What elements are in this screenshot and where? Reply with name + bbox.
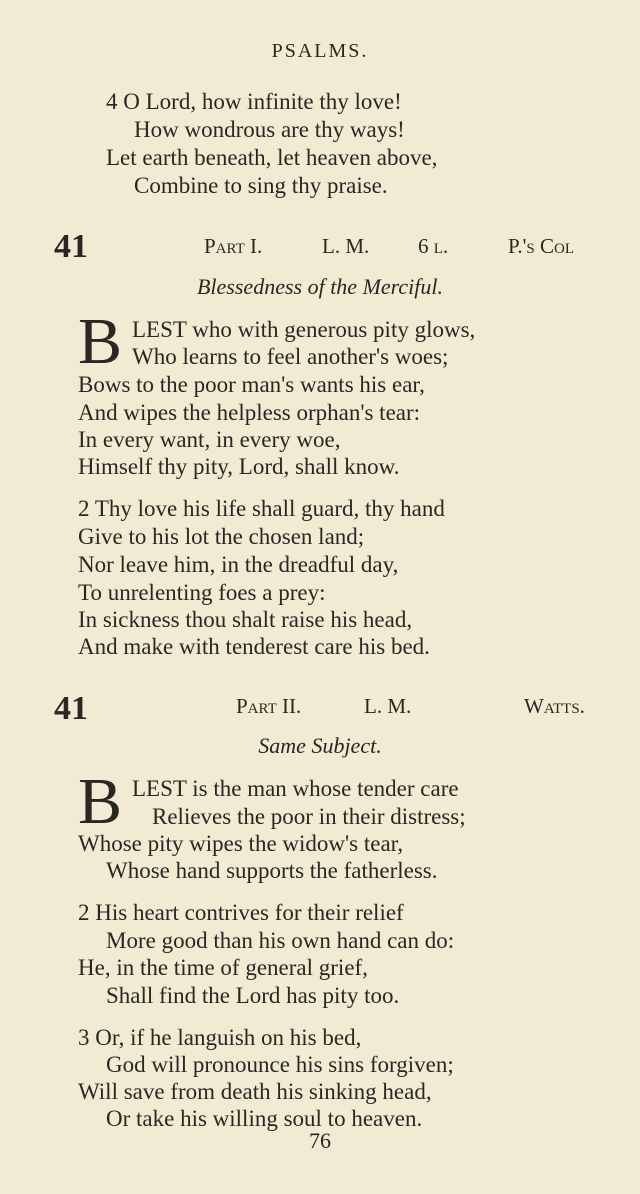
verse-line: In sickness thou shalt raise his head, [78, 607, 413, 632]
verse-line: More good than his own hand can do: [106, 928, 455, 953]
prev-stanza-line: 4 O Lord, how infinite thy love! [106, 89, 402, 114]
drop-cap: B [78, 765, 123, 838]
prev-stanza-line: Combine to sing thy praise. [134, 173, 388, 198]
hymn-title: Blessedness of the Merciful. [196, 274, 444, 299]
verse-line: Or take his willing soul to heaven. [106, 1106, 423, 1131]
hymn-meter: L. M. [364, 694, 412, 718]
hymn-author: P.'s Col [508, 234, 574, 258]
hymn-part: Part II. [236, 694, 302, 718]
drop-cap: B [78, 305, 123, 378]
verse-line: He, in the time of general grief, [78, 955, 368, 980]
verse-line: Whose pity wipes the widow's tear, [78, 831, 404, 856]
verse-line: LEST who with generous pity glows, [132, 317, 476, 342]
verse-line: Shall find the Lord has pity too. [106, 983, 400, 1008]
verse-line: 2 Thy love his life shall guard, thy hand [78, 496, 445, 521]
page-number: 76 [309, 1128, 331, 1153]
running-head: PSALMS. [271, 40, 369, 62]
hymn-meter: L. M. [322, 234, 370, 258]
verse-line: LEST is the man whose tender care [132, 776, 459, 801]
hymn-number: 41 [54, 690, 88, 727]
verse-line: 3 Or, if he languish on his bed, [78, 1025, 362, 1050]
prev-stanza-line: How wondrous are thy ways! [134, 117, 405, 142]
verse-line: God will pronounce his sins forgiven; [106, 1052, 454, 1077]
verse-line: Nor leave him, in the dreadful day, [78, 552, 399, 577]
verse-line: And wipes the helpless orphan's tear: [78, 400, 421, 425]
verse-line: Will save from death his sinking head, [78, 1079, 432, 1104]
prev-stanza-line: Let earth beneath, let heaven above, [106, 145, 438, 170]
verse-line: To unrelenting foes a prey: [78, 580, 326, 605]
hymn-title: Same Subject. [258, 733, 382, 758]
hymn-number: 41 [54, 228, 88, 265]
verse-line: 2 His heart contrives for their relief [78, 900, 404, 925]
verse-line: In every want, in every woe, [78, 427, 341, 452]
verse-line: Whose hand supports the fatherless. [106, 858, 438, 883]
hymn-part: Part I. [204, 234, 263, 258]
hymn-author: Watts. [524, 694, 585, 718]
hymn-lines-count: 6 l. [418, 234, 449, 258]
verse-line: Who learns to feel another's woes; [132, 344, 449, 369]
verse-line: Bows to the poor man's wants his ear, [78, 372, 425, 397]
verse-line: Give to his lot the chosen land; [78, 524, 365, 549]
verse-line: Himself thy pity, Lord, shall know. [78, 454, 400, 479]
verse-line: Relieves the poor in their distress; [152, 804, 466, 829]
verse-line: And make with tenderest care his bed. [78, 634, 430, 659]
